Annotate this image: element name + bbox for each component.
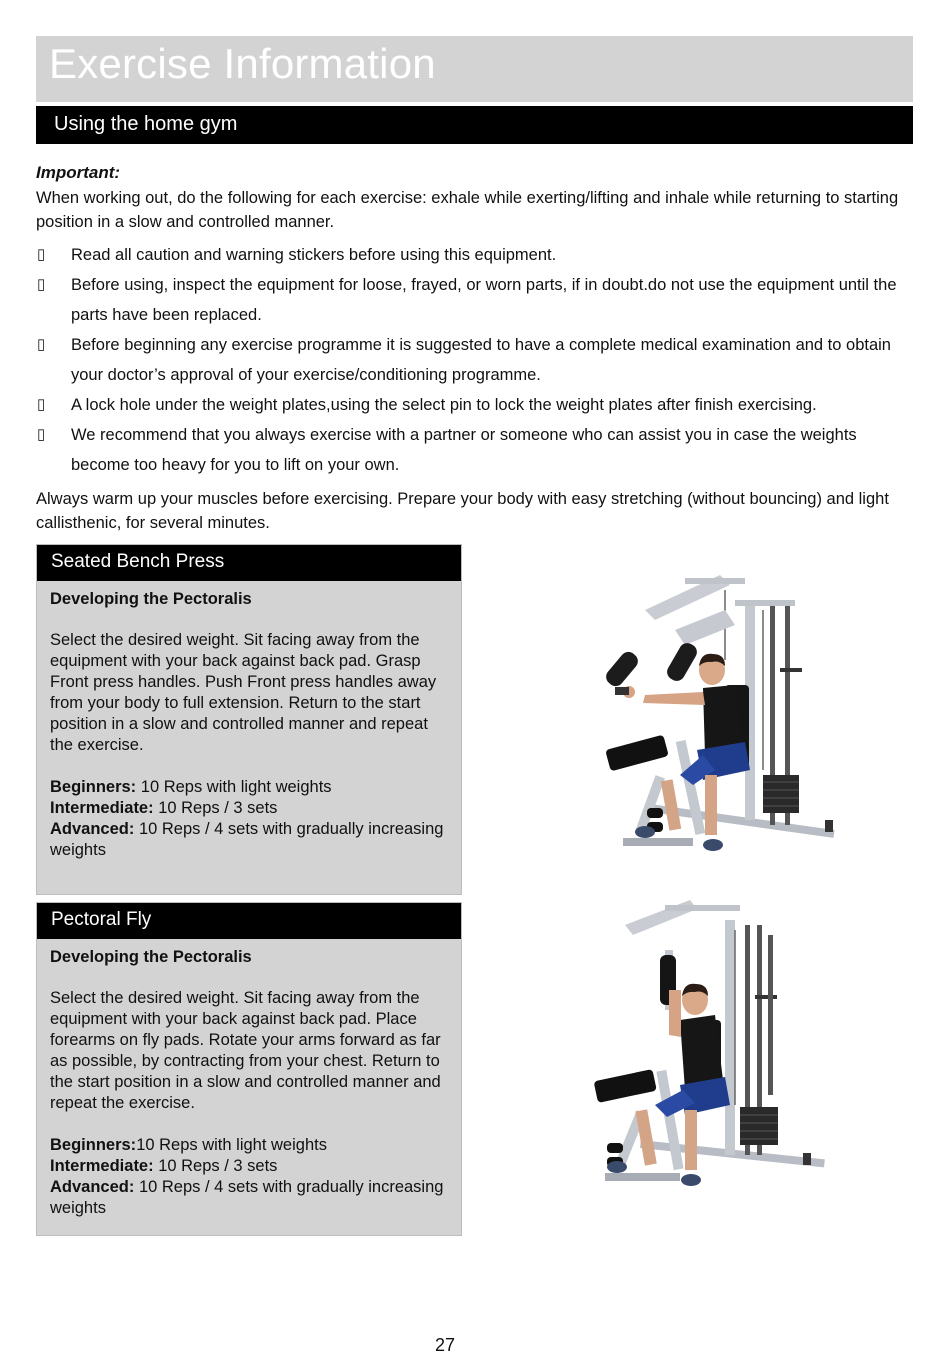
level-label: Advanced: xyxy=(50,820,135,838)
bullet-box-icon: ▯ xyxy=(37,396,46,413)
page-number: 27 xyxy=(434,1335,456,1355)
exercise-panel-pectoral-fly xyxy=(36,902,462,1236)
level-beginners xyxy=(50,777,447,798)
exercise-description: Select the desired weight. Sit facing away from the equipment with your back against back pad. Place forearms on fly pads. Rotate your arms forward as far as possible, by contracting from your chest. Return to the start position in a slow and controlled manner and repeat the exercise. xyxy=(50,989,441,1112)
level-advanced xyxy=(50,1177,447,1219)
level-value: 10 Reps / 3 sets xyxy=(153,799,278,817)
list-item xyxy=(36,270,916,330)
bullet-text: Before beginning any exercise programme it is suggested to have a complete medical examination and to obtain your doctor’s approval of your exercise/conditioning programme. xyxy=(71,336,891,384)
seated-bench-press-illustration xyxy=(585,570,845,865)
bullet-box-icon: ▯ xyxy=(37,246,46,263)
level-value: 10 Reps with light weights xyxy=(136,1136,327,1154)
exercise-body xyxy=(37,581,461,861)
bullet-text: We recommend that you always exercise with a partner or someone who can assist you in case the weights become too heavy for you to lift on your own. xyxy=(71,426,857,474)
level-label: Advanced: xyxy=(50,1178,135,1196)
pectoral-fly-illustration xyxy=(585,895,845,1200)
title-banner xyxy=(36,36,913,102)
safety-bullet-list xyxy=(36,240,916,480)
important-label: Important: xyxy=(36,163,121,182)
list-item xyxy=(36,390,916,420)
exercise-title: Seated Bench Press xyxy=(37,545,461,581)
exercise-body xyxy=(37,939,461,1219)
list-item xyxy=(36,240,916,270)
exercise-description: Select the desired weight. Sit facing away from the equipment with your back against back pad. Grasp Front press handles. Push Front press handles away from your body to full extension. Return to the start position in a slow and controlled manner and repeat the exercise. xyxy=(50,631,437,754)
level-value: 10 Reps / 4 sets with gradually increasing weights xyxy=(50,820,444,859)
bullet-box-icon: ▯ xyxy=(37,276,46,293)
bullet-text: Read all caution and warning stickers before using this equipment. xyxy=(71,246,557,264)
list-item xyxy=(36,420,916,480)
bullet-text: A lock hole under the weight plates,using the select pin to lock the weight plates after finish exercising. xyxy=(71,396,817,414)
level-intermediate xyxy=(50,1156,447,1177)
level-label: Beginners: xyxy=(50,1136,137,1154)
section-title: Using the home gym xyxy=(54,113,238,135)
level-advanced xyxy=(50,819,447,861)
level-value: 10 Reps / 3 sets xyxy=(153,1157,278,1175)
exercise-panel-seated-bench-press xyxy=(36,544,462,895)
bullet-box-icon: ▯ xyxy=(37,426,46,443)
level-label: Beginners: xyxy=(50,778,137,796)
exercise-subtitle: Developing the Pectoralis xyxy=(50,948,252,966)
level-intermediate xyxy=(50,798,447,819)
page-title: Exercise Information xyxy=(49,40,436,87)
warmup-paragraph: Always warm up your muscles before exercising. Prepare your body with easy stretching (without bouncing) and light callisthenic, for several minutes. xyxy=(36,490,889,532)
level-value: 10 Reps with light weights xyxy=(136,778,332,796)
level-value: 10 Reps / 4 sets with gradually increasing weights xyxy=(50,1178,444,1217)
bullet-box-icon: ▯ xyxy=(37,336,46,353)
intro-paragraph: When working out, do the following for each exercise: exhale while exerting/lifting and inhale while returning to starting position in a slow and controlled manner. xyxy=(36,189,899,231)
section-header-bar xyxy=(36,106,913,144)
bullet-text: Before using, inspect the equipment for loose, frayed, or worn parts, if in doubt.do not use the equipment until the parts have been replaced. xyxy=(71,276,897,324)
level-label: Intermediate: xyxy=(50,799,154,817)
exercise-title: Pectoral Fly xyxy=(37,903,461,939)
level-beginners xyxy=(50,1135,447,1156)
list-item xyxy=(36,330,916,390)
level-label: Intermediate: xyxy=(50,1157,154,1175)
exercise-subtitle: Developing the Pectoralis xyxy=(50,590,252,608)
